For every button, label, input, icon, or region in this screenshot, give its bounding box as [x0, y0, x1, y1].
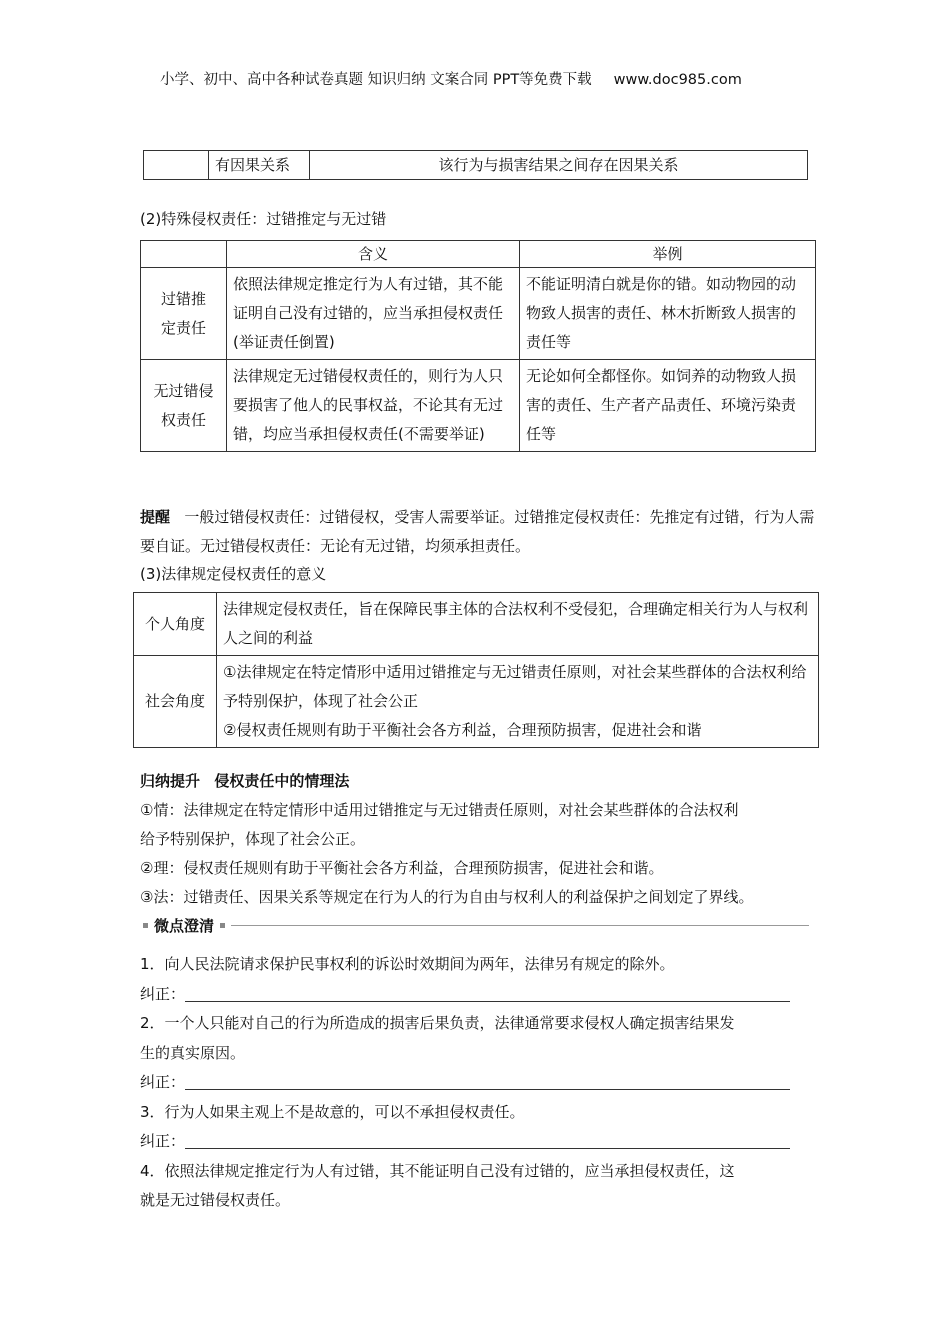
summary-label: 归纳提升 [140, 772, 201, 790]
cell: 法律规定无过错侵权责任的，则行为人只要损害了他人的民事权益，不论其有无过错，均应当承担侵权责任(不需要举证) [227, 360, 520, 452]
correction-field[interactable] [140, 1068, 790, 1098]
table-significance [133, 592, 819, 748]
item-text: 4．依照法律规定推定行为人有过错，其不能证明自己没有过错的，应当承担侵权责任，这 [140, 1161, 735, 1180]
item-text: 1．向人民法院请求保护民事权利的诉讼时效期间为两年，法律另有规定的除外。 [140, 955, 675, 973]
summary-title: 侵权责任中的情理法 [214, 772, 350, 790]
correction-field[interactable] [140, 1127, 790, 1157]
header-text: 小学、初中、高中各种试卷真题 知识归纳 文案合同 PPT等免费下载 [160, 72, 592, 88]
square-icon [143, 923, 148, 928]
column-header: 举例 [520, 241, 816, 268]
summary [140, 767, 753, 912]
tip-text: 一般过错侵权责任：过错侵权，受害人需要举证。过错推定侵权责任：先推定有过错，行为人需要自证。无过错侵权责任：无论有无过错，均须承担责任。 [140, 508, 815, 555]
cell: 不能证明清白就是你的错。如动物园的动物致人损害的责任、林木折断致人损害的责任等 [520, 268, 816, 360]
square-icon [220, 923, 225, 928]
item-text: 生的真实原因。 [140, 1043, 246, 1062]
item-text: 就是无过错侵权责任。 [140, 1191, 291, 1209]
correct-label: 纠正： [140, 1132, 186, 1150]
divider [231, 925, 809, 926]
tip-label: 提醒 [140, 508, 171, 526]
summary-line: ①情：法律规定在特定情形中适用过错推定与无过错责任原则，对社会某些群体的合法权利 [140, 801, 739, 819]
row-header: 过错推定责任 [141, 268, 227, 360]
cell: 该行为与损害结果之间存在因果关系 [310, 151, 808, 180]
table-causality [143, 150, 808, 180]
clarify-title: 微点澄清 [154, 917, 215, 935]
cell: 依照法律规定推定行为人有过错，其不能证明自己没有过错的，应当承担侵权责任(举证责任倒置) [227, 268, 520, 360]
correction-field[interactable] [140, 980, 790, 1010]
cell: 有因果关系 [209, 151, 310, 180]
header-site[interactable]: www.doc985.com [613, 72, 742, 88]
item-text: 2．一个人只能对自己的行为所造成的损害后果负责，法律通常要求侵权人确定损害结果发 [140, 1014, 735, 1032]
cell [217, 656, 819, 748]
row-header: 社会角度 [134, 656, 217, 748]
clarify-heading [137, 915, 809, 936]
correct-label: 纠正： [140, 984, 186, 1003]
column-header: 含义 [227, 241, 520, 268]
summary-line: 给予特别保护，体现了社会公正。 [140, 830, 366, 848]
section-heading: (3)法律规定侵权责任的意义 [140, 565, 327, 583]
row-header: 个人角度 [134, 593, 217, 656]
cell: 无论如何全都怪你。如饲养的动物致人损害的责任、生产者产品责任、环境污染责任等 [520, 360, 816, 452]
cell: 法律规定侵权责任，旨在保障民事主体的合法权利不受侵犯，合理确定相关行为人与权利人之间的利益 [217, 593, 819, 656]
clarify-list [140, 950, 790, 1216]
section-heading: (2)特殊侵权责任：过错推定与无过错 [140, 210, 387, 228]
summary-line: ③法：过错责任、因果关系等规定在行为人的行为自由与权利人的利益保护之间划定了界线。 [140, 888, 754, 906]
page-header [160, 68, 742, 89]
table-special-liability [140, 240, 816, 452]
correct-label: 纠正： [140, 1073, 186, 1091]
cell-empty [141, 241, 227, 268]
cell-text: ①法律规定在特定情形中适用过错推定与无过错责任原则，对社会某些群体的合法权利给予特别保护，体现了社会公正 [223, 663, 807, 710]
cell-text: ②侵权责任规则有助于平衡社会各方利益，合理预防损害，促进社会和谐 [223, 721, 702, 739]
tip [140, 503, 816, 561]
item-text: 3．行为人如果主观上不是故意的，可以不承担侵权责任。 [140, 1102, 525, 1121]
summary-line: ②理：侵权责任规则有助于平衡社会各方利益，合理预防损害，促进社会和谐。 [140, 859, 664, 877]
cell-empty [144, 151, 209, 180]
row-header: 无过错侵权责任 [141, 360, 227, 452]
